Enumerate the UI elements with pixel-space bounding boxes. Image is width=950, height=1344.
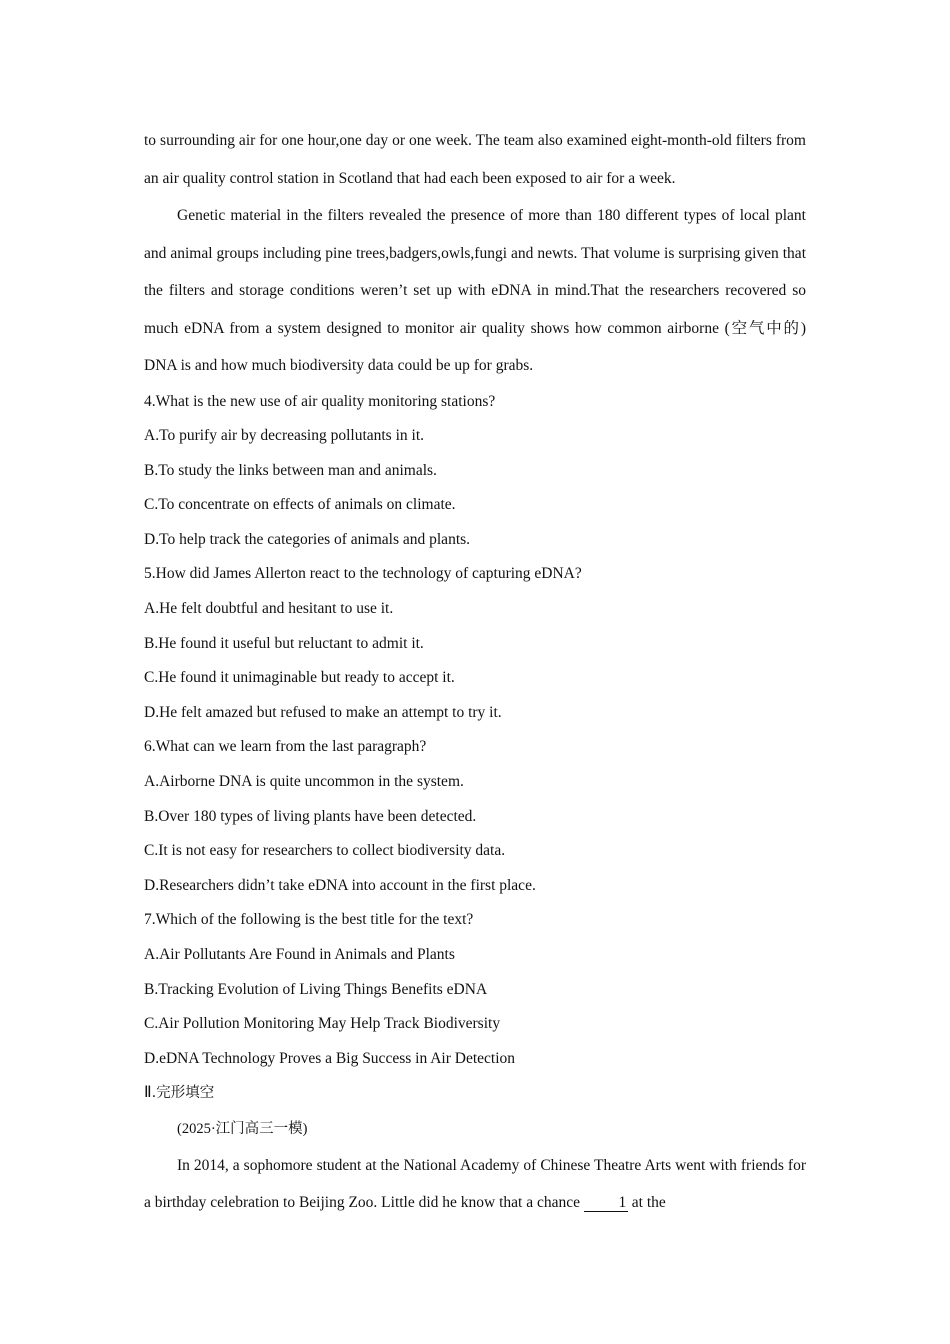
- option-c: C.It is not easy for researchers to collect biodiversity data.: [144, 842, 506, 860]
- cloze-text-after: at the: [627, 1194, 666, 1212]
- cloze-text-before: In 2014, a sophomore student at the National Academy of Chinese Theatre Arts went with friends for a birthday celebration to Beijing Zoo. Little did he know that a chance: [144, 1156, 806, 1212]
- option-d: D.To help track the categories of animals and plants.: [144, 530, 471, 548]
- question-7: [144, 903, 806, 1076]
- cloze-paragraph: [144, 1147, 806, 1222]
- option-b: B.He found it useful but reluctant to admit it.: [144, 634, 424, 652]
- passage-paragraph-2: Genetic material in the filters revealed the presence of more than 180 different types of local plant and animal groups including pine trees,badgers,owls,fungi and newts. That volume is surprising given that the filters and storage conditions weren’t set up with eDNA in mind.That the researchers recovered so much eDNA from a system designed to monitor air quality shows how common airborne (空气中的) DNA is and how much biodiversity data could be up for grabs.: [144, 207, 806, 374]
- question-5: [144, 557, 806, 730]
- question-stem: 6.What can we learn from the last paragraph?: [144, 738, 427, 756]
- option-a: A.Airborne DNA is quite uncommon in the system.: [144, 773, 464, 791]
- question-4: [144, 385, 806, 558]
- option-d: D.Researchers didn’t take eDNA into account in the first place.: [144, 876, 536, 894]
- option-b: B.Tracking Evolution of Living Things Benefits eDNA: [144, 980, 488, 998]
- source-citation: (2025·江门高三一模): [177, 1120, 308, 1137]
- option-c: C.Air Pollution Monitoring May Help Track Biodiversity: [144, 1015, 501, 1033]
- option-a: A.Air Pollutants Are Found in Animals and Plants: [144, 946, 455, 963]
- cloze-blank-1: 1: [584, 1194, 628, 1212]
- section-roman-numeral: Ⅱ: [144, 1084, 152, 1102]
- question-stem: 5.How did James Allerton react to the technology of capturing eDNA?: [144, 565, 582, 583]
- question-stem: 7.Which of the following is the best title for the text?: [144, 911, 474, 929]
- section-heading: [144, 1076, 806, 1111]
- option-d: D.He felt amazed but refused to make an attempt to try it.: [144, 703, 502, 721]
- passage-paragraph-1: to surrounding air for one hour,one day or one week. The team also examined eight-month-old filters from an air quality control station in Scotland that had each been exposed to air for a week.: [144, 132, 806, 187]
- option-a: A.To purify air by decreasing pollutants in it.: [144, 427, 425, 445]
- document-page: [144, 122, 806, 1222]
- option-b: B.To study the links between man and animals.: [144, 461, 437, 479]
- question-6: [144, 730, 806, 903]
- option-a: A.He felt doubtful and hesitant to use it.: [144, 600, 394, 618]
- section-title: .完形填空: [151, 1085, 215, 1102]
- question-stem: 4.What is the new use of air quality monitoring stations?: [144, 392, 496, 410]
- option-b: B.Over 180 types of living plants have been detected.: [144, 807, 477, 825]
- option-c: C.He found it unimaginable but ready to accept it.: [144, 669, 455, 687]
- option-d: D.eDNA Technology Proves a Big Success in Air Detection: [144, 1049, 516, 1067]
- option-c: C.To concentrate on effects of animals on climate.: [144, 496, 456, 514]
